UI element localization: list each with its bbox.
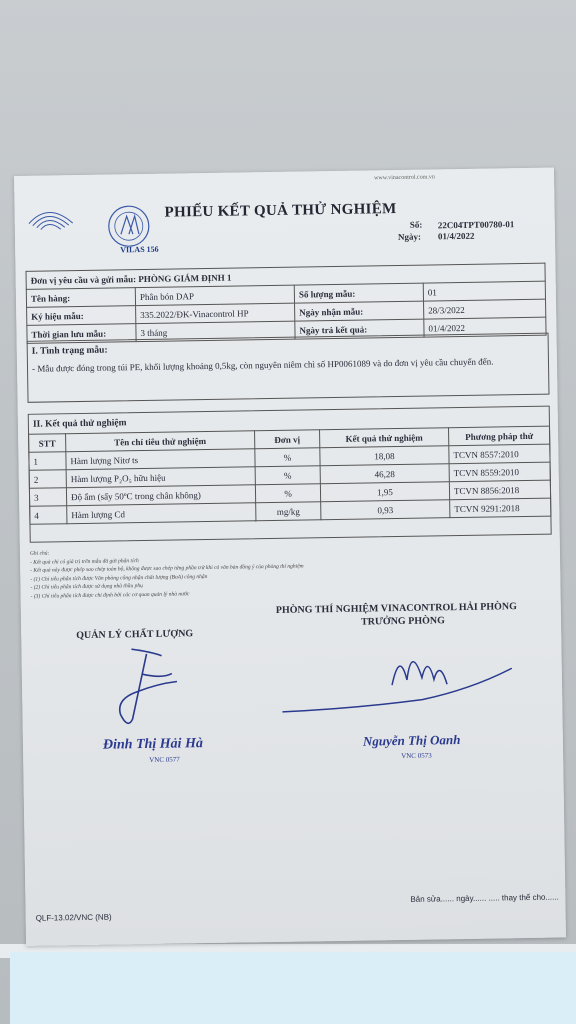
info-value: 3 tháng: [136, 321, 295, 341]
test-name: Hàm lượng Cd: [67, 503, 256, 524]
test-method: TCVN 8557:2010: [449, 444, 550, 464]
result-value: 0,93: [321, 500, 450, 520]
report-date-label: Ngày:: [397, 231, 422, 242]
section-title: I. Tình trạng mẫu:: [31, 345, 108, 357]
row-number: 3: [29, 488, 66, 507]
info-label: Số lượng mẫu:: [294, 283, 423, 303]
unit: mg/kg: [256, 502, 321, 521]
sample-condition-text: - Mẫu được đóng trong túi PE, khối lượng khoảng 0,5kg, còn nguyên niêm chì số HP0061089 và do đơn vị yêu cầu chuyển đến.: [31, 356, 494, 374]
results-table: [28, 426, 551, 525]
sample-info-table: [25, 263, 546, 344]
report-number-label: Số:: [409, 219, 423, 230]
note-line: - (2) Chỉ tiêu phân tích được sử dụng nhà thầu phụ: [30, 583, 143, 591]
note-line: - (1) Chỉ tiêu phân tích được Văn phòng công nhận chất lượng (BoA) công nhận: [30, 573, 208, 583]
section-title: II. Kết quả thử nghiệm: [32, 418, 127, 430]
lab-head-name: Nguyễn Thị Oanh: [362, 732, 461, 749]
info-value: Phân bón DAP: [135, 285, 294, 305]
unit: %: [255, 448, 320, 467]
signature-left: [91, 643, 202, 735]
column-header: Kết quả thử nghiệm: [320, 428, 449, 448]
note-line: - Kết quả chỉ có giá trị trên mẫu đã gửi phân tích: [30, 557, 139, 566]
revision-info: Bản sửa...... ngày...... ..... thay thế cho......: [410, 892, 559, 904]
background-surface: [10, 952, 576, 1024]
info-label: Ngày trả kết quả:: [295, 319, 424, 339]
quality-manager-code: VNC 0577: [149, 755, 180, 764]
unit: %: [255, 466, 320, 485]
test-report-document: [14, 168, 566, 946]
info-value: 28/3/2022: [424, 299, 546, 319]
note-line: - Kết quả này được phép sao chép toàn bộ, không được sao chép từng phần trừ khi có văn bản đồng ý của phòng thí nghiệm: [30, 563, 304, 574]
page-title: PHIẾU KẾT QUẢ THỬ NGHIỆM: [164, 200, 397, 221]
info-value: 335.2022/ĐK-Vinacontrol HP: [136, 303, 295, 323]
column-header: Tên chỉ tiêu thử nghiệm: [66, 431, 255, 452]
report-number: 22C04TPT00780-01: [437, 219, 515, 231]
column-header: Phương pháp thử: [449, 426, 550, 446]
column-header: STT: [29, 434, 66, 453]
info-value: 01/4/2022: [424, 317, 546, 337]
quality-manager-name: Đinh Thị Hải Hà: [102, 736, 204, 753]
report-date: 01/4/2022: [437, 230, 475, 242]
lab-title: PHÒNG THÍ NGHIỆM VINACONTROL HẢI PHÒNG: [275, 601, 517, 616]
note-line: - (3) Chỉ tiêu phân tích được chỉ định bởi các cơ quan quản lý nhà nước: [30, 590, 190, 600]
lab-head-title: TRƯỞNG PHÒNG: [360, 615, 445, 628]
form-code: QLF-13.02/VNC (NB): [35, 912, 112, 923]
row-number: 2: [29, 470, 66, 489]
quality-manager-title: QUẢN LÝ CHẤT LƯỢNG: [76, 628, 194, 642]
row-number: 4: [30, 506, 67, 525]
test-name: Hàm lượng Nitơ ts: [66, 449, 255, 470]
test-name: Độ ẩm (sấy 50ºC trong chân không): [66, 485, 255, 506]
result-value: 18,08: [320, 446, 449, 466]
lab-head-code: VNC 0573: [401, 751, 432, 760]
notes-block: [30, 546, 304, 601]
unit: %: [255, 484, 320, 503]
test-method: TCVN 9291:2018: [450, 498, 551, 518]
info-value: 01: [423, 281, 545, 301]
info-label: Tên hàng:: [26, 288, 135, 308]
note-line: Ghi chú:: [29, 550, 50, 557]
requester-value: PHÒNG GIÁM ĐỊNH 1: [138, 272, 232, 284]
vilas-badge: VILAS 156: [120, 244, 159, 255]
result-value: 1,95: [320, 482, 449, 502]
test-method: TCVN 8856:2018: [449, 480, 550, 500]
row-number: 1: [29, 452, 66, 471]
test-method: TCVN 8559:2010: [449, 462, 550, 482]
website-url: www.vinacontrol.com.vn: [374, 174, 435, 182]
requester-label: Đơn vị yêu cầu và gửi mẫu:: [30, 273, 137, 286]
info-label: Ký hiệu mẫu:: [27, 306, 136, 326]
info-label: Thời gian lưu mẫu:: [27, 324, 136, 344]
signature-right: [271, 638, 522, 732]
result-value: 46,28: [320, 464, 449, 484]
test-name: Hàm lượng P₂O₅ hữu hiệu: [66, 467, 255, 488]
info-label: Ngày nhận mẫu:: [295, 301, 424, 321]
column-header: Đơn vị: [255, 430, 320, 449]
sample-condition-section: [27, 333, 550, 403]
